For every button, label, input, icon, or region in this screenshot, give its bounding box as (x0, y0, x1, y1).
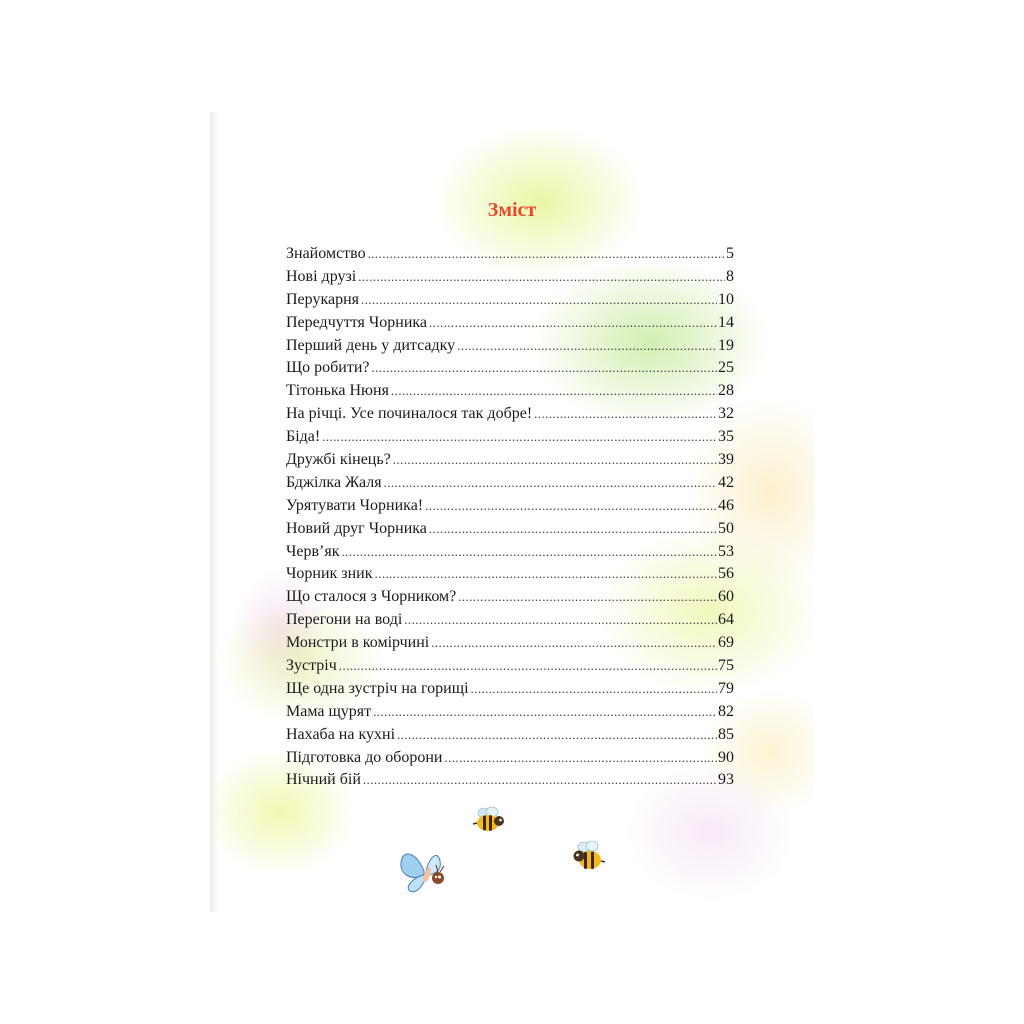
dot-leader (457, 335, 717, 358)
dot-leader (444, 747, 717, 770)
toc-entry (286, 518, 734, 541)
dot-leader (384, 472, 717, 495)
page-number: 14 (718, 313, 734, 331)
toc-entry (286, 426, 734, 449)
dot-leader (458, 586, 717, 609)
page-number: 50 (718, 519, 734, 537)
toc-entry (286, 312, 734, 335)
page-number: 69 (718, 634, 734, 652)
toc-entry (286, 243, 734, 266)
page-number: 56 (718, 565, 734, 583)
dot-leader (534, 403, 717, 426)
dot-leader (397, 724, 717, 747)
dot-leader (375, 563, 717, 586)
chapter-title: Нічний бій (286, 771, 361, 789)
toc-entry (286, 335, 734, 358)
page-number: 60 (718, 588, 734, 606)
toc-entry (286, 266, 734, 289)
dot-leader (322, 426, 717, 449)
chapter-title: Що робити? (286, 359, 370, 377)
page-number: 46 (718, 496, 734, 514)
chapter-title: Чорник зник (286, 565, 373, 583)
dot-leader (358, 266, 725, 289)
toc-entry (286, 701, 734, 724)
toc-entry (286, 380, 734, 403)
chapter-title: Бджілка Жаля (286, 473, 382, 491)
chapter-title: Перший день у дитсадку (286, 336, 456, 354)
page-number: 39 (718, 451, 734, 469)
toc-entry (286, 769, 734, 792)
dot-leader (391, 380, 717, 403)
toc-entry (286, 563, 734, 586)
chapter-title: Черв’як (286, 542, 340, 560)
chapter-title: Дружбі кінець? (286, 451, 391, 469)
butterfly-illustration (398, 847, 454, 893)
toc-entry (286, 632, 734, 655)
chapter-title: Перукарня (286, 290, 359, 308)
chapter-title: Тітонька Нюня (286, 382, 389, 400)
chapter-title: Передчуття Чорника (286, 313, 428, 331)
chapter-title: Мама щурят (286, 702, 372, 720)
page-number: 5 (726, 245, 734, 262)
page-number: 35 (718, 428, 734, 446)
dot-leader (361, 289, 717, 312)
page-number: 32 (718, 405, 734, 423)
page-number: 28 (718, 382, 734, 400)
page-number: 42 (718, 473, 734, 491)
dot-leader (339, 655, 717, 678)
dot-leader (471, 678, 717, 701)
bee-illustration (570, 839, 606, 875)
toc-entry (286, 403, 734, 426)
bee-illustration (472, 806, 506, 836)
toc-entry (286, 357, 734, 380)
chapter-title: Знайомство (286, 245, 366, 262)
page-number: 85 (718, 725, 734, 743)
chapter-title: Біда! (286, 428, 321, 446)
chapter-title: Підготовка до оборони (286, 748, 443, 766)
page-number: 25 (718, 359, 734, 377)
page-number: 19 (718, 336, 734, 354)
page-number: 79 (718, 679, 734, 697)
dot-leader (404, 609, 717, 632)
chapter-title: Ще одна зустріч на горищі (286, 679, 469, 697)
chapter-title: Урятувати Чорника! (286, 496, 424, 514)
dot-leader (429, 518, 717, 541)
page-number: 64 (718, 611, 734, 629)
chapter-title: Зустріч (286, 657, 337, 675)
chapter-title: Новий друг Чорника (286, 519, 427, 537)
page-number: 82 (718, 702, 734, 720)
dot-leader (393, 449, 717, 472)
page-number: 8 (726, 267, 734, 285)
dot-leader (363, 769, 717, 792)
table-of-contents (286, 243, 734, 792)
dot-leader (368, 243, 725, 266)
toc-entry (286, 289, 734, 312)
dot-leader (431, 632, 717, 655)
chapter-title: Нові друзі (286, 267, 357, 285)
toc-entry (286, 747, 734, 770)
toc-entry (286, 449, 734, 472)
dot-leader (342, 541, 717, 564)
toc-entry (286, 678, 734, 701)
dot-leader (373, 701, 717, 724)
chapter-title: Перегони на воді (286, 611, 403, 629)
chapter-title: Що сталося з Чорником? (286, 588, 457, 606)
dot-leader (372, 357, 718, 380)
toc-entry (286, 495, 734, 518)
chapter-title: Монстри в комірчині (286, 634, 430, 652)
toc-entry (286, 609, 734, 632)
toc-entry (286, 541, 734, 564)
chapter-title: На річці. Усе починалося так добре! (286, 405, 533, 423)
dot-leader (429, 312, 717, 335)
toc-entry (286, 586, 734, 609)
book-page (210, 112, 814, 912)
dot-leader (425, 495, 717, 518)
toc-entry (286, 724, 734, 747)
page-number: 93 (718, 771, 734, 789)
toc-entry (286, 472, 734, 495)
page-number: 90 (718, 748, 734, 766)
toc-entry (286, 655, 734, 678)
page-number: 53 (718, 542, 734, 560)
page-number: 10 (718, 290, 734, 308)
chapter-title: Нахаба на кухні (286, 725, 396, 743)
page-title: Зміст (487, 199, 537, 221)
page-edge-shadow (210, 112, 218, 912)
page-number: 75 (718, 657, 734, 675)
